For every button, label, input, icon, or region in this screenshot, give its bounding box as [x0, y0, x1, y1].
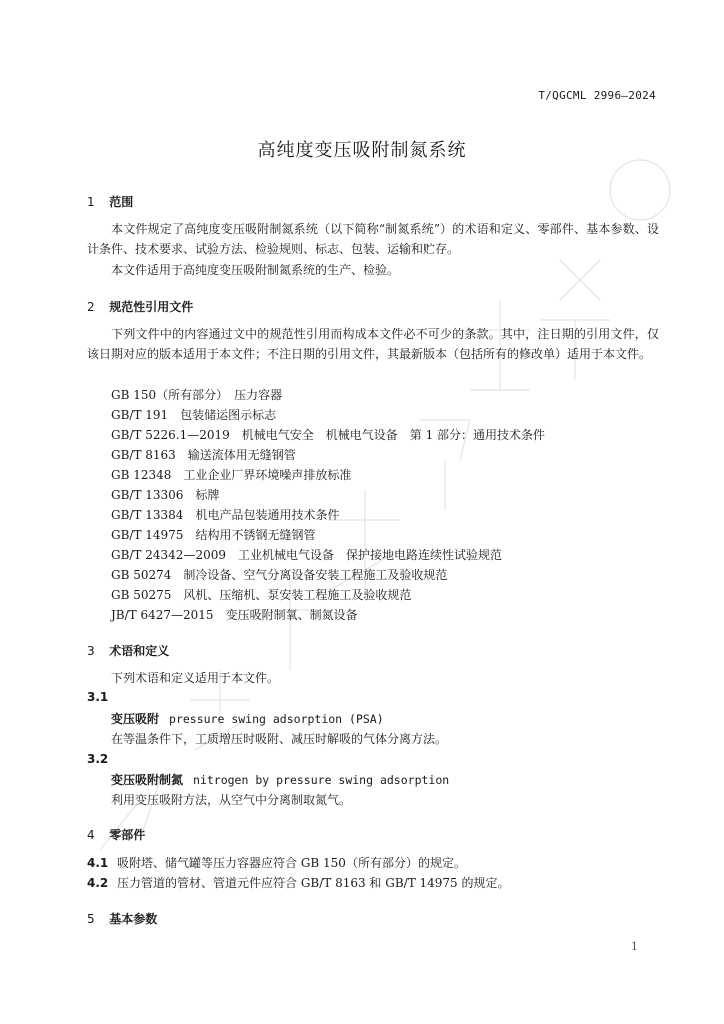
reference-item: GB 50274 制冷设备、空气分离设备安装工程施工及验收规范: [111, 568, 448, 582]
reference-item: GB 50275 风机、压缩机、泵安装工程施工及验收规范: [111, 588, 412, 602]
reference-item: GB 150（所有部分） 压力容器: [111, 388, 283, 402]
section-number: 3: [87, 644, 95, 658]
clause-number: 4.1: [87, 856, 109, 870]
section-number: 4: [87, 828, 95, 842]
reference-item: GB/T 191 包装储运图示标志: [111, 408, 277, 422]
page-number: 1: [631, 940, 638, 953]
section-title: 零部件: [109, 828, 146, 842]
clause-text: 吸附塔、储气罐等压力容器应符合 GB 150（所有部分）的规定。: [117, 856, 466, 870]
section-title: 基本参数: [109, 912, 158, 926]
reference-item: GB/T 24342—2009 工业机械电气设备 保护接地电路连续性试验规范: [111, 548, 502, 562]
section-heading: [87, 642, 169, 659]
term-definition: 在等温条件下，工质增压时吸附、减压时解吸的气体分离方法。: [111, 732, 448, 746]
term-english: pressure swing adsorption (PSA): [169, 712, 384, 726]
section-heading: [87, 910, 157, 927]
reference-item: GB/T 5226.1—2019 机械电气安全 机械电气设备 第 1 部分：通用技术条件: [111, 428, 546, 442]
reference-item: GB 12348 工业企业厂界环境噪声排放标准: [111, 468, 352, 482]
clause-text: 压力管道的管材、管道元件应符合 GB/T 8163 和 GB/T 14975 的规定。: [117, 876, 510, 890]
clause-item: [87, 874, 510, 891]
standard-number: T/QGCML 2996—2024: [538, 89, 656, 102]
term-number: 3.2: [87, 752, 109, 766]
section-title: 范围: [109, 195, 134, 209]
section-heading: [87, 193, 133, 210]
section-title: 术语和定义: [109, 644, 170, 658]
section-heading: [87, 826, 145, 843]
term-entry: [111, 771, 449, 788]
scope-paragraph-1: 本文件规定了高纯度变压吸附制氮系统（以下简称“制氮系统”）的术语和定义、零部件、基本参数、设计条件、技术要求、试验方法、检验规则、标志、包装、运输和贮存。: [87, 222, 659, 256]
terms-intro: 下列术语和定义适用于本文件。: [111, 671, 280, 685]
term-chinese: 变压吸附: [111, 712, 160, 726]
reference-item: GB/T 13384 机电产品包装通用技术条件: [111, 508, 340, 522]
reference-item: GB/T 13306 标牌: [111, 488, 220, 502]
section-heading: [87, 298, 193, 315]
document-title: 高纯度变压吸附制氮系统: [257, 140, 467, 161]
clause-number: 4.2: [87, 876, 109, 890]
term-chinese: 变压吸附制氮: [111, 773, 184, 787]
term-english: nitrogen by pressure swing adsorption: [193, 773, 450, 787]
scope-paragraph-2: 本文件适用于高纯度变压吸附制氮系统的生产、检验。: [111, 263, 400, 277]
reference-item: GB/T 8163 输送流体用无缝钢管: [111, 448, 296, 462]
term-entry: [111, 710, 384, 727]
normative-intro: 下列文件中的内容通过文中的规范性引用而构成本文件必不可少的条款。其中，注日期的引用文件，仅该日期对应的版本适用于本文件；不注日期的引用文件，其最新版本（包括所有的修改单）适用于本文件。: [87, 327, 659, 361]
section-number: 1: [87, 195, 95, 209]
clause-item: [87, 854, 466, 871]
section-title: 规范性引用文件: [109, 300, 194, 314]
section-number: 5: [87, 912, 95, 926]
reference-item: JB/T 6427—2015 变压吸附制氧、制氮设备: [111, 608, 358, 622]
term-definition: 利用变压吸附方法，从空气中分离制取氮气。: [111, 793, 352, 807]
section-number: 2: [87, 300, 95, 314]
term-number: 3.1: [87, 690, 109, 704]
reference-item: GB/T 14975 结构用不锈钢无缝钢管: [111, 528, 316, 542]
